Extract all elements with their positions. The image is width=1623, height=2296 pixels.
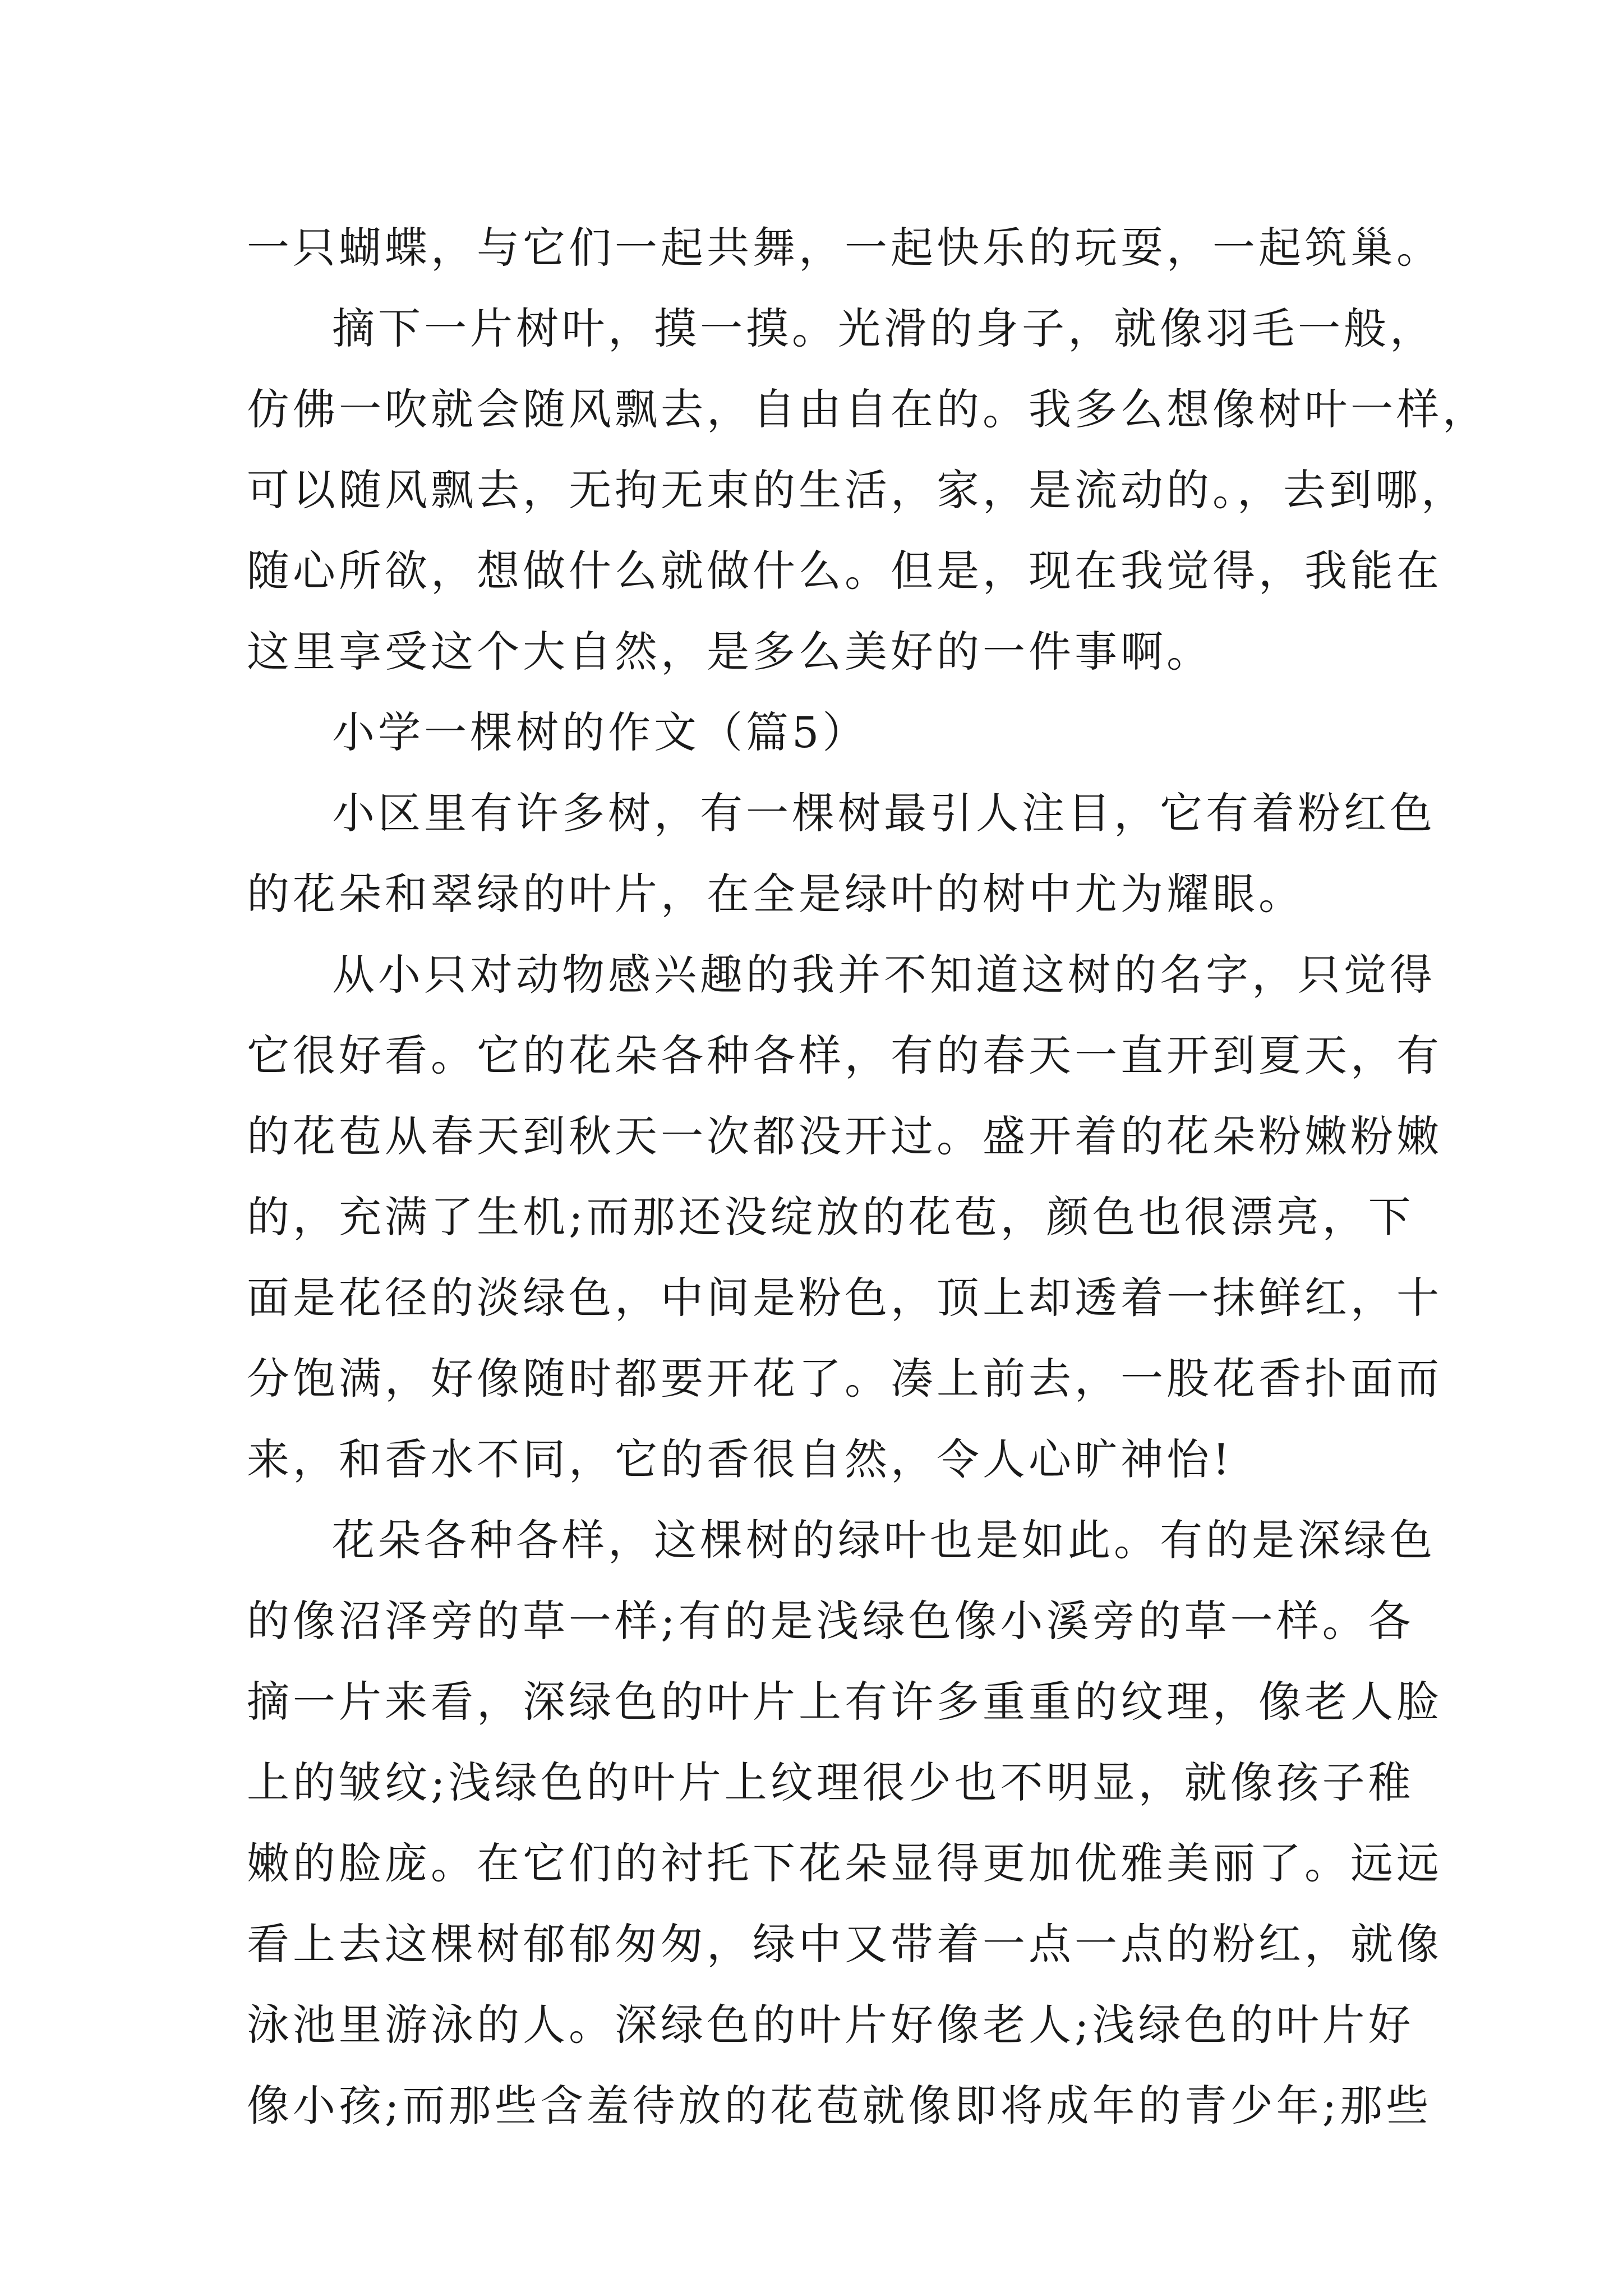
text-line: 的花朵和翠绿的叶片，在全是绿叶的树中尤为耀眼。 bbox=[247, 869, 1304, 919]
text-line: 从小只对动物感兴趣的我并不知道这树的名字，只觉得 bbox=[332, 950, 1436, 1000]
text-line: 看上去这棵树郁郁匆匆，绿中又带着一点一点的粉红，就像 bbox=[247, 1919, 1442, 1969]
article-body bbox=[247, 208, 1488, 2146]
text-line: 仿佛一吹就会随风飘去，自由自在的。我多么想像树叶一样， bbox=[247, 384, 1488, 434]
text-line: 随心所欲，想做什么就做什么。但是，现在我觉得，我能在 bbox=[247, 546, 1442, 596]
section-heading: 小学一棵树的作文（篇5） bbox=[332, 707, 869, 757]
text-line: 的像沼泽旁的草一样;有的是浅绿色像小溪旁的草一样。各 bbox=[247, 1596, 1414, 1646]
text-line: 一只蝴蝶，与它们一起共舞，一起快乐的玩耍，一起筑巢。 bbox=[247, 223, 1442, 273]
text-line: 摘一片来看，深绿色的叶片上有许多重重的纹理，像老人脸 bbox=[247, 1677, 1442, 1727]
text-line: 摘下一片树叶，摸一摸。光滑的身子，就像羽毛一般， bbox=[332, 303, 1436, 353]
text-line: 上的皱纹;浅绿色的叶片上纹理很少也不明显，就像孩子稚 bbox=[247, 1757, 1414, 1807]
text-line: 小区里有许多树，有一棵树最引人注目，它有着粉红色 bbox=[332, 788, 1436, 838]
text-line: 像小孩;而那些含羞待放的花苞就像即将成年的青少年;那些 bbox=[247, 2081, 1432, 2131]
text-line: 的花苞从春天到秋天一次都没开过。盛开着的花朵粉嫩粉嫩 bbox=[247, 1111, 1442, 1161]
text-line: 花朵各种各样，这棵树的绿叶也是如此。有的是深绿色 bbox=[332, 1515, 1436, 1565]
text-line: 泳池里游泳的人。深绿色的叶片好像老人;浅绿色的叶片好 bbox=[247, 2000, 1414, 2050]
text-line: 面是花径的淡绿色，中间是粉色，顶上却透着一抹鲜红，十 bbox=[247, 1273, 1442, 1323]
text-line: 这里享受这个大自然，是多么美好的一件事啊。 bbox=[247, 627, 1212, 677]
text-line: 嫩的脸庞。在它们的衬托下花朵显得更加优雅美丽了。远远 bbox=[247, 1838, 1442, 1888]
text-line: 可以随风飘去，无拘无束的生活，家，是流动的。，去到哪， bbox=[247, 465, 1467, 515]
text-line: 来，和香水不同，它的香很自然，令人心旷神怡! bbox=[247, 1434, 1233, 1484]
text-line: 它很好看。它的花朵各种各样，有的春天一直开到夏天，有 bbox=[247, 1030, 1442, 1080]
text-line: 的，充满了生机;而那还没绽放的花苞，颜色也很漂亮，下 bbox=[247, 1192, 1414, 1242]
text-line: 分饱满，好像随时都要开花了。凑上前去，一股花香扑面而 bbox=[247, 1354, 1442, 1404]
